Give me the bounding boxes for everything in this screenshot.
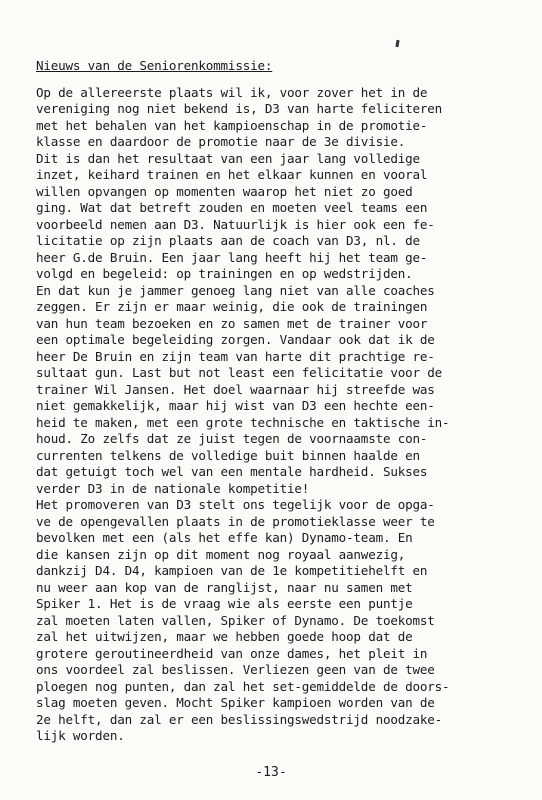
text-line: zeggen. Er zijn er maar weinig, die ook de trainingen (36, 299, 428, 314)
text-line: nu weer aan kop van de ranglijst, naar nu samen met (36, 579, 413, 595)
text-line: ging. Wat dat betreft zouden en moeten veel teams een (36, 200, 428, 215)
text-line: licitatie op zijn plaats aan de coach van D3, nl. de (36, 233, 420, 248)
text-line: ploegen nog punten, dan zal het set-gemiddelde de doors- (36, 678, 450, 694)
text-line: voorbeeld nemen aan D3. Natuurlijk is hier ook een fe- (36, 216, 435, 232)
text-line: van hun team bezoeken en zo samen met de trainer voor (36, 315, 428, 331)
text-line: een optimale begeleiding zorgen. Vandaar ook dat ik de (36, 332, 435, 347)
text-line: sultaat gun. Last but not least een felicitatie voor de (36, 365, 443, 380)
text-line: trainer Wil Jansen. Het doel waarnaar hij streefde was (36, 381, 435, 397)
text-line: klasse en daardoor de promotie naar de 3e divisie. (36, 134, 406, 149)
text-line: inzet, keihard trainen en het elkaar kunnen en vooral (36, 167, 428, 182)
text-line: 2e helft, dan zal er een beslissingswedstrijd noodzake- (36, 711, 443, 727)
text-line: verder D3 in de nationale kompetitie! (36, 480, 310, 496)
text-line: zal moeten laten vallen, Spiker of Dynamo. De toekomst (36, 612, 435, 628)
text-line: bevolken met een (als het effe kan) Dynamo-team. En (36, 530, 413, 545)
text-line: heid te maken, met een grote technische en taktische in- (36, 414, 450, 430)
text-line: niet gemakkelijk, maar hij wist van D3 een hechte een- (36, 398, 435, 413)
text-line: heer G.de Bruin. Een jaar lang heeft hij het team ge- (36, 249, 428, 265)
page-number: -13- (255, 765, 287, 780)
text-line: Dit is dan het resultaat van een jaar lang volledige (36, 150, 420, 166)
text-line: ons voordeel zal beslissen. Verliezen geen van de twee (36, 662, 435, 677)
text-line: die kansen zijn op dit moment nog royaal aanwezig, (36, 546, 406, 562)
text-line: dat getuigt toch wel van een mentale hardheid. Sukses (36, 464, 428, 479)
text-line: heer De Bruin en zijn team van harte dit prachtige re- (36, 348, 435, 364)
text-line: ve de opengevallen plaats in de promotieklasse weer te (36, 513, 435, 529)
text-line: currenten telkens de volledige buit binnen haalde en (36, 447, 420, 463)
text-line: zal het uitwijzen, maar we hebben goede hoop dat de (36, 629, 413, 644)
text-line: Op de allereerste plaats wil ik, voor zover het in de (36, 84, 428, 100)
text-line: willen opvangen op momenten waarop het niet zo goed (36, 183, 413, 199)
text-line: Spiker 1. Het is de vraag wie als eerste een puntje (36, 596, 413, 611)
article-title: Nieuws van de Seniorenkommissie: (36, 58, 273, 73)
text-line: En dat kun je jammer genoeg lang niet van alle coaches (36, 282, 435, 298)
ink-mark (395, 40, 399, 47)
article-text (36, 85, 506, 745)
article-body (36, 58, 506, 745)
text-line: dankzij D4. D4, kampioen van de 1e kompetitiehelft en (36, 563, 428, 578)
text-line: volgd en begeleid: op trainingen en op wedstrijden. (36, 266, 413, 281)
text-line: lijk worden. (36, 728, 125, 743)
text-line: met het behalen van het kampioenschap in de promotie- (36, 117, 428, 133)
text-line: houd. Zo zelfs dat ze juist tegen de voornaamste con- (36, 431, 428, 446)
text-line: vereniging nog niet bekend is, D3 van harte feliciteren (36, 101, 443, 116)
text-line: grotere geroutineerdheid van onze dames, het pleit in (36, 645, 428, 661)
text-line: slag moeten geven. Mocht Spiker kampioen worden van de (36, 695, 435, 710)
text-line: Het promoveren van D3 stelt ons tegelijk voor de opga- (36, 497, 435, 512)
